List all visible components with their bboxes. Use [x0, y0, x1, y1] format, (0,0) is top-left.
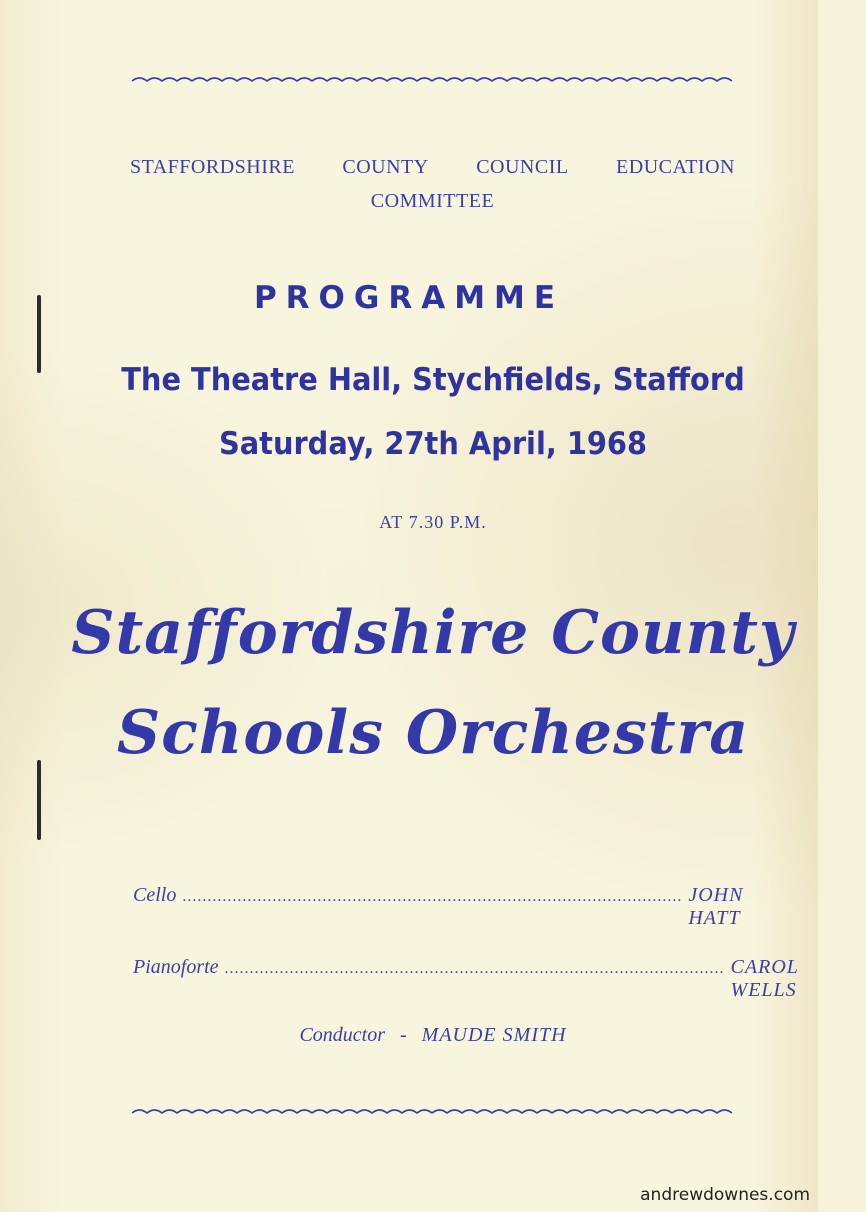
watermark: andrewdownes.com — [640, 1185, 810, 1205]
committee-word: EDUCATION — [616, 156, 735, 178]
performer-name: CAROL WELLS — [730, 956, 799, 1001]
conductor-name: MAUDE SMITH — [421, 1024, 567, 1046]
committee-line2: COMMITTEE — [370, 190, 495, 212]
programme-title: PROGRAMME — [253, 280, 565, 316]
top-wave-divider — [132, 74, 734, 88]
time-prefix: AT — [379, 512, 404, 532]
conductor-role: Conductor — [299, 1024, 385, 1046]
performer-name: JOHN HATT — [688, 884, 744, 929]
conductor-line — [0, 1024, 866, 1047]
committee-word: STAFFORDSHIRE — [130, 156, 295, 178]
orchestra-name-line2: Schools Orchestra — [116, 698, 750, 768]
time-value: 7.30 — [408, 512, 445, 532]
event-time — [0, 512, 866, 533]
staple-bottom — [37, 760, 41, 840]
orchestra-name-line1: Staffordshire County — [71, 598, 795, 668]
conductor-separator: - — [400, 1024, 407, 1046]
performer-role: Cello — [133, 884, 177, 906]
performer-row-pianoforte — [133, 956, 799, 1002]
time-suffix: P.M. — [449, 512, 487, 532]
leader-dots: .................................................................................................... — [224, 960, 725, 977]
performer-row-cello — [133, 884, 744, 930]
leader-dots: .................................................................................................... — [182, 888, 683, 905]
venue: The Theatre Hall, Stychfields, Stafford — [121, 362, 745, 398]
event-date: Saturday, 27th April, 1968 — [218, 426, 648, 462]
bottom-wave-divider — [132, 1106, 734, 1120]
performer-role: Pianoforte — [133, 956, 219, 978]
committee-heading — [130, 150, 735, 218]
committee-word: COUNCIL — [476, 156, 569, 178]
committee-word: COUNTY — [342, 156, 429, 178]
